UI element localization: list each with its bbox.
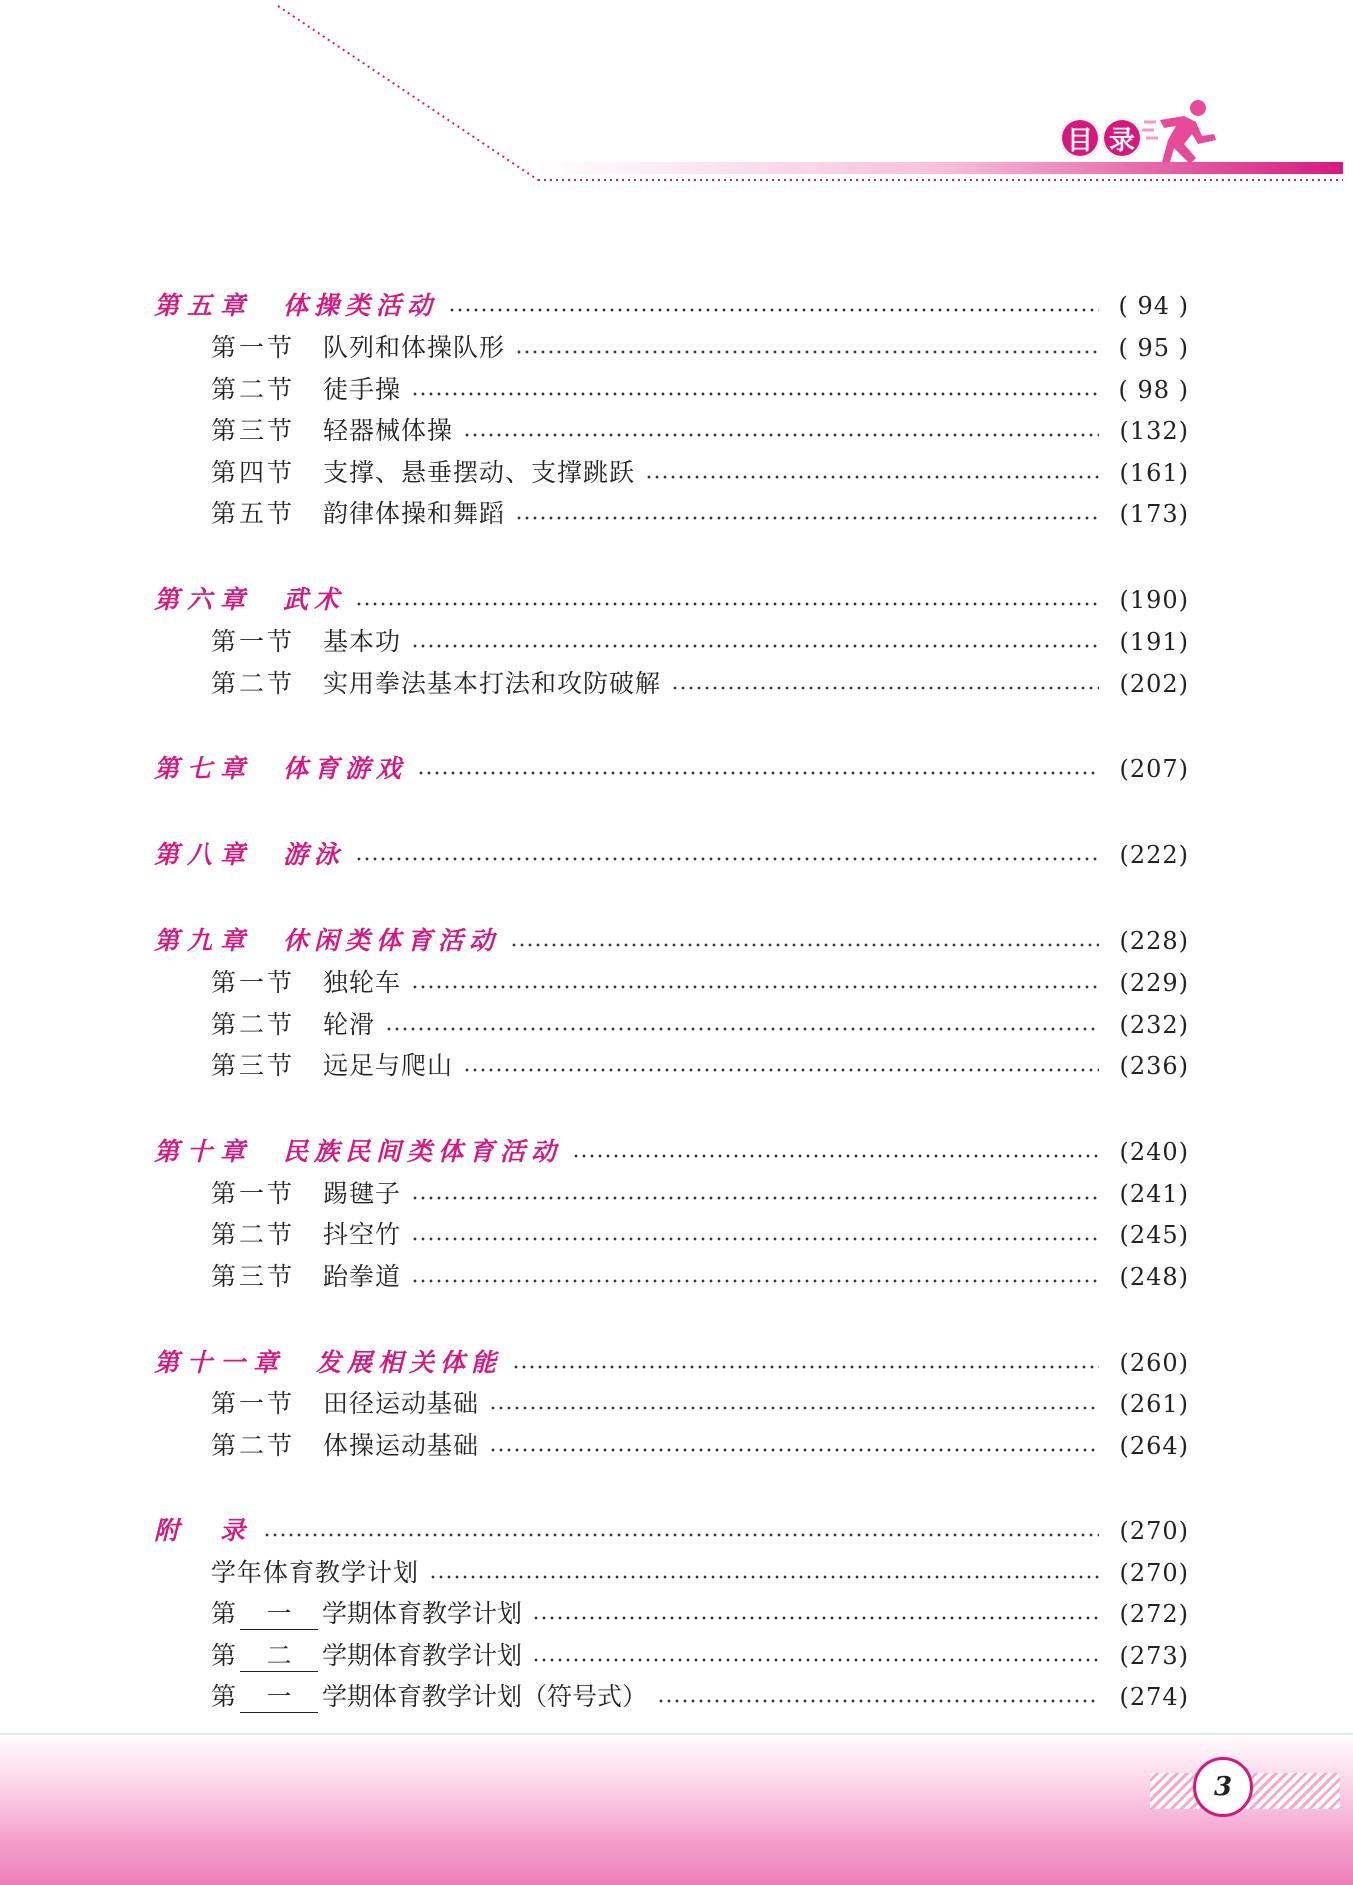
section-title: 基本功 — [323, 627, 402, 656]
section-title: 徒手操 — [323, 375, 402, 404]
section-number: 第三节 — [211, 416, 296, 445]
appendix-item-prefix: 第 — [211, 1641, 237, 1670]
page-number: (229) — [1119, 969, 1189, 997]
leader-dots — [532, 1616, 1099, 1620]
section-row[interactable] — [0, 495, 1353, 533]
chapter-row[interactable] — [0, 1344, 1353, 1382]
page-number: (272) — [1119, 1600, 1189, 1628]
page-number: ( 94 ) — [1118, 292, 1189, 320]
page-number: (132) — [1119, 417, 1189, 445]
leader-dots — [512, 1365, 1099, 1369]
leader-dots — [429, 1575, 1099, 1579]
leader-dots — [463, 433, 1099, 437]
appendix-item-prefix: 第 — [211, 1682, 237, 1711]
section-row[interactable] — [0, 371, 1353, 409]
appendix-item[interactable] — [0, 1554, 1353, 1592]
section-title: 跆拳道 — [323, 1262, 402, 1291]
leader-dots — [463, 1068, 1099, 1072]
page-number: (173) — [1119, 500, 1189, 528]
section-number: 第三节 — [211, 1051, 296, 1080]
appendix-item[interactable] — [0, 1637, 1353, 1675]
chapter-row[interactable] — [0, 750, 1353, 788]
page-number: (191) — [1119, 628, 1189, 656]
page-number: (222) — [1119, 841, 1189, 869]
page-number: (273) — [1119, 1642, 1189, 1670]
toc-title — [1060, 116, 1142, 160]
section-title: 踢毽子 — [323, 1179, 402, 1208]
section-row[interactable] — [0, 454, 1353, 492]
appendix-item[interactable] — [0, 1595, 1353, 1633]
appendix-item-title: 学年体育教学计划 — [211, 1558, 420, 1587]
chapter-row[interactable] — [0, 581, 1353, 619]
page-number: (207) — [1119, 755, 1189, 783]
chapter-title: 发展相关体能 — [316, 1348, 503, 1377]
section-row[interactable] — [0, 1427, 1353, 1465]
section-row[interactable] — [0, 623, 1353, 661]
leader-dots — [515, 350, 1099, 354]
chapter-row[interactable] — [0, 1133, 1353, 1171]
page-number: (190) — [1119, 586, 1189, 614]
page-number: (261) — [1119, 1390, 1189, 1418]
footer-divider — [0, 1733, 1353, 1735]
section-title: 支撑、悬垂摆动、支撑跳跃 — [323, 458, 636, 487]
leader-dots — [489, 1448, 1099, 1452]
title-char-1: 目 — [1060, 118, 1100, 158]
section-title: 田径运动基础 — [323, 1389, 480, 1418]
page-number: (202) — [1119, 670, 1189, 698]
title-char-2: 录 — [1102, 118, 1142, 158]
section-row[interactable] — [0, 1047, 1353, 1085]
semester-blank: 二 — [240, 1641, 318, 1672]
section-title: 实用拳法基本打法和攻防破解 — [323, 669, 662, 698]
page-number: (236) — [1119, 1052, 1189, 1080]
page-number: (248) — [1119, 1263, 1189, 1291]
section-row[interactable] — [0, 1216, 1353, 1254]
leader-dots — [263, 1533, 1099, 1537]
section-number: 第一节 — [211, 968, 296, 997]
chapter-title: 体育游戏 — [283, 754, 408, 783]
page-number: (274) — [1119, 1683, 1189, 1711]
leader-dots — [355, 602, 1099, 606]
leader-dots — [411, 1196, 1099, 1200]
page-number: (270) — [1119, 1517, 1189, 1545]
chapter-title: 休闲类体育活动 — [283, 926, 501, 955]
section-row[interactable] — [0, 964, 1353, 1002]
leader-dots — [645, 475, 1099, 479]
section-number: 第二节 — [211, 669, 296, 698]
leader-dots — [671, 686, 1099, 690]
chapter-number: 第九章 — [154, 926, 254, 955]
section-row[interactable] — [0, 412, 1353, 450]
leader-dots — [572, 1154, 1099, 1158]
page-number: (245) — [1119, 1221, 1189, 1249]
leader-dots — [411, 1237, 1099, 1241]
leader-dots — [515, 516, 1099, 520]
chapter-row[interactable] — [0, 922, 1353, 960]
appendix-item-title: 学期体育教学计划 — [322, 1641, 523, 1670]
chapter-number: 第十章 — [154, 1137, 254, 1166]
section-row[interactable] — [0, 665, 1353, 703]
page-number: (241) — [1119, 1180, 1189, 1208]
leader-dots — [411, 1279, 1099, 1283]
chapter-number: 第十一章 — [154, 1348, 287, 1377]
page-number: (232) — [1119, 1011, 1189, 1039]
section-number: 第三节 — [211, 1262, 296, 1291]
footer-band — [0, 1733, 1353, 1885]
chapter-row[interactable] — [0, 287, 1353, 325]
section-number: 第二节 — [211, 375, 296, 404]
section-number: 第一节 — [211, 1179, 296, 1208]
runner-icon — [1140, 96, 1220, 168]
page-number: (260) — [1119, 1349, 1189, 1377]
section-number: 第五节 — [211, 499, 296, 528]
section-title: 轻器械体操 — [323, 416, 454, 445]
leader-dots — [385, 1027, 1099, 1031]
leader-dots — [489, 1406, 1099, 1410]
section-title: 体操运动基础 — [323, 1431, 480, 1460]
section-number: 第一节 — [211, 627, 296, 656]
chapter-title: 武术 — [283, 585, 346, 614]
page-number: (270) — [1119, 1559, 1189, 1587]
chapter-number: 第六章 — [154, 585, 254, 614]
section-number: 第二节 — [211, 1010, 296, 1039]
folio-page-number: 3 — [1193, 1757, 1253, 1817]
chapter-number: 第八章 — [154, 840, 254, 869]
appendix-heading: 附 录 — [154, 1516, 254, 1545]
appendix-item[interactable] — [0, 1678, 1353, 1716]
section-row[interactable] — [0, 1385, 1353, 1423]
page-number: (240) — [1119, 1138, 1189, 1166]
leader-dots — [510, 943, 1099, 947]
leader-dots — [411, 392, 1099, 396]
page-number: ( 95 ) — [1118, 334, 1189, 362]
semester-blank: 一 — [240, 1599, 318, 1630]
section-number: 第二节 — [211, 1220, 296, 1249]
section-row[interactable] — [0, 1258, 1353, 1296]
leader-dots — [417, 771, 1099, 775]
section-number: 第四节 — [211, 458, 296, 487]
leader-dots — [355, 857, 1099, 861]
leader-dots — [532, 1658, 1099, 1662]
section-title: 轮滑 — [323, 1010, 376, 1039]
leader-dots — [411, 985, 1099, 989]
leader-dots — [448, 308, 1099, 312]
leader-dots — [657, 1699, 1099, 1703]
section-title: 韵律体操和舞蹈 — [323, 499, 506, 528]
chapter-row[interactable] — [0, 836, 1353, 874]
leader-dots — [411, 644, 1099, 648]
appendix-item-title: 学期体育教学计划 — [322, 1599, 523, 1628]
section-number: 第二节 — [211, 1431, 296, 1460]
section-row[interactable] — [0, 1006, 1353, 1044]
page-number: (264) — [1119, 1432, 1189, 1460]
page-number: (228) — [1119, 927, 1189, 955]
page-number: (161) — [1119, 459, 1189, 487]
chapter-title: 民族民间类体育活动 — [283, 1137, 563, 1166]
chapter-title: 体操类活动 — [283, 291, 439, 320]
chapter-number: 第五章 — [154, 291, 254, 320]
chapter-number: 第七章 — [154, 754, 254, 783]
section-row[interactable] — [0, 329, 1353, 367]
chapter-title: 游泳 — [283, 840, 346, 869]
appendix-item-prefix: 第 — [211, 1599, 237, 1628]
section-title: 队列和体操队形 — [323, 333, 506, 362]
section-number: 第一节 — [211, 1389, 296, 1418]
section-title: 远足与爬山 — [323, 1051, 454, 1080]
section-number: 第一节 — [211, 333, 296, 362]
section-title: 抖空竹 — [323, 1220, 402, 1249]
appendix-row[interactable] — [0, 1512, 1353, 1550]
page-number: ( 98 ) — [1118, 376, 1189, 404]
semester-blank: 一 — [240, 1682, 318, 1713]
section-title: 独轮车 — [323, 968, 402, 997]
appendix-item-title: 学期体育教学计划（符号式） — [322, 1682, 648, 1711]
section-row[interactable] — [0, 1175, 1353, 1213]
